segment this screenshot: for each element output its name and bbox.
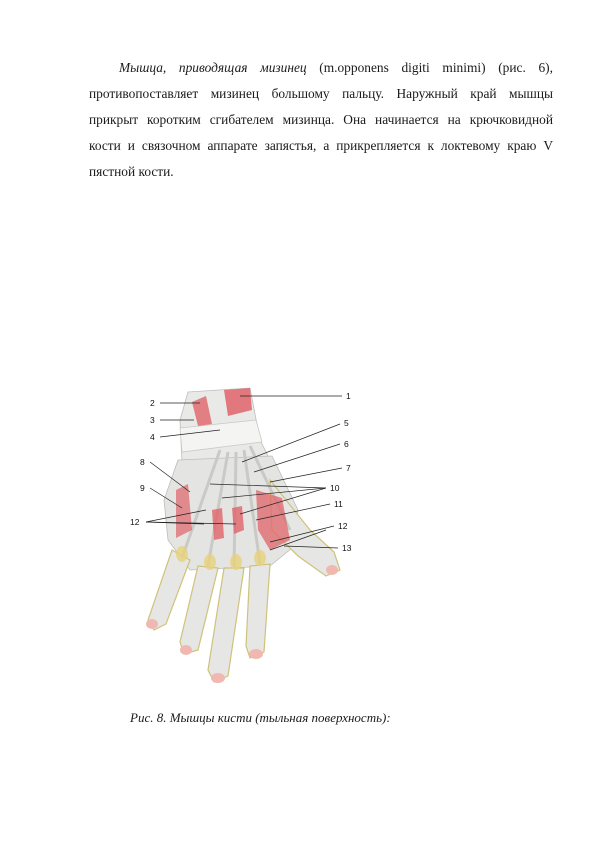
- label-6: 6: [344, 439, 349, 449]
- label-7: 7: [346, 463, 351, 473]
- label-2: 2: [150, 398, 155, 408]
- paragraph-line: противопоставляет мизинец большому пальцу. Наружный край мышцы: [89, 86, 553, 101]
- label-3: 3: [150, 415, 155, 425]
- paragraph-line: пястной кости.: [89, 164, 174, 179]
- paragraph-line: прикрыт коротким сгибателем мизинца. Она начинается на крючковидной: [89, 112, 553, 127]
- figure-caption: Рис. 8. Мышцы кисти (тыльная поверхность):: [130, 710, 391, 725]
- label-13: 13: [342, 543, 352, 553]
- label-9: 9: [140, 483, 145, 493]
- paragraph-line: кости и связочном аппарате запястья, а прикрепляется к локтевому краю V: [89, 138, 553, 153]
- label-12-right: 12: [338, 521, 348, 531]
- hand-muscles-illustration: [120, 380, 380, 700]
- muscle-name-italic: Мышца, приводящая мизинец: [119, 60, 307, 75]
- label-1: 1: [346, 391, 351, 401]
- label-5: 5: [344, 418, 349, 428]
- paragraph-line: [89, 55, 553, 81]
- label-4: 4: [150, 432, 155, 442]
- label-12-left: 12: [130, 517, 140, 527]
- label-10: 10: [330, 483, 340, 493]
- label-11: 11: [334, 499, 343, 509]
- body-paragraph: [89, 55, 553, 185]
- label-8: 8: [140, 457, 145, 467]
- paragraph-line-text: (m.opponens digiti minimi) (рис. 6),: [306, 60, 553, 75]
